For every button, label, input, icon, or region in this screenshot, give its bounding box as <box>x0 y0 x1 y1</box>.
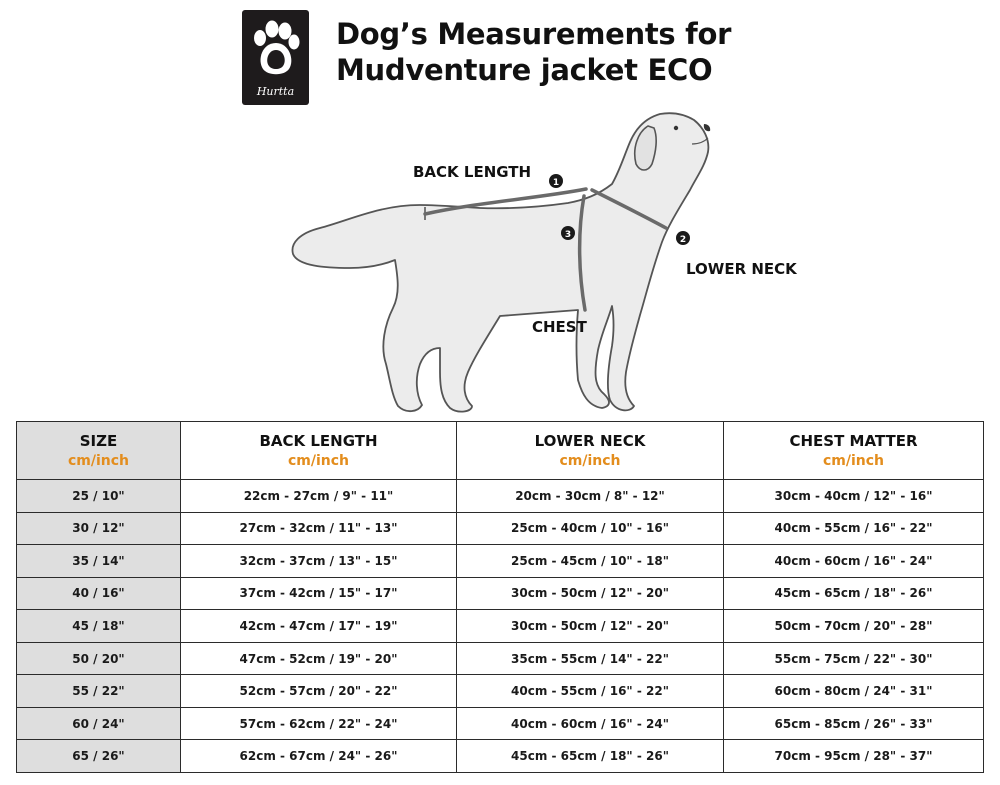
page-title-line-1: Dog’s Measurements for <box>336 17 732 51</box>
back-length-label: BACK LENGTH <box>413 163 532 181</box>
back-length-cell: 52cm - 57cm / 20" - 22" <box>181 675 457 708</box>
back-length-cell: 47cm - 52cm / 19" - 20" <box>181 642 457 675</box>
lower-neck-cell: 40cm - 55cm / 16" - 22" <box>457 675 724 708</box>
back-length-cell: 27cm - 32cm / 11" - 13" <box>181 512 457 545</box>
header-chest-matter <box>724 422 984 480</box>
marker-2-label: 2 <box>679 235 687 245</box>
back-length-cell: 37cm - 42cm / 15" - 17" <box>181 577 457 610</box>
size-cell: 30 / 12" <box>17 512 181 545</box>
marker-1-label: 1 <box>552 178 560 188</box>
chest-matter-cell: 40cm - 55cm / 16" - 22" <box>724 512 984 545</box>
size-cell: 45 / 18" <box>17 610 181 643</box>
brand-logo <box>242 10 309 105</box>
size-cell: 50 / 20" <box>17 642 181 675</box>
table-row <box>17 740 984 773</box>
lower-neck-cell: 25cm - 40cm / 10" - 16" <box>457 512 724 545</box>
chest-label: CHEST <box>532 318 587 336</box>
chest-matter-cell: 55cm - 75cm / 22" - 30" <box>724 642 984 675</box>
dog-eye <box>674 126 678 130</box>
table-row <box>17 545 984 578</box>
chest-matter-cell: 60cm - 80cm / 24" - 31" <box>724 675 984 708</box>
lower-neck-cell: 40cm - 60cm / 16" - 24" <box>457 707 724 740</box>
dog-measurement-diagram <box>280 110 740 416</box>
size-cell: 25 / 10" <box>17 480 181 513</box>
size-cell: 60 / 24" <box>17 707 181 740</box>
header-unit: cm/inch <box>822 453 885 469</box>
table-row <box>17 512 984 545</box>
size-cell: 55 / 22" <box>17 675 181 708</box>
lower-neck-label: LOWER NECK <box>686 260 797 278</box>
chest-matter-cell: 30cm - 40cm / 12" - 16" <box>724 480 984 513</box>
chest-matter-cell: 45cm - 65cm / 18" - 26" <box>724 577 984 610</box>
header-unit: cm/inch <box>287 453 350 469</box>
marker-3-label: 3 <box>564 230 572 240</box>
size-cell: 40 / 16" <box>17 577 181 610</box>
table-row <box>17 480 984 513</box>
back-length-cell: 22cm - 27cm / 9" - 11" <box>181 480 457 513</box>
dog-nose <box>704 124 710 131</box>
lower-neck-cell: 30cm - 50cm / 12" - 20" <box>457 610 724 643</box>
table-header-row <box>17 422 984 480</box>
back-length-cell: 57cm - 62cm / 22" - 24" <box>181 707 457 740</box>
size-chart-table <box>16 421 984 773</box>
header-back-length <box>181 422 457 480</box>
size-cell: 35 / 14" <box>17 545 181 578</box>
header-lower-neck <box>457 422 724 480</box>
table-row <box>17 577 984 610</box>
header-unit: cm/inch <box>67 453 130 469</box>
back-length-cell: 62cm - 67cm / 24" - 26" <box>181 740 457 773</box>
chest-matter-cell: 65cm - 85cm / 26" - 33" <box>724 707 984 740</box>
brand-logo-text: Hurtta <box>256 85 295 98</box>
chest-matter-cell: 50cm - 70cm / 20" - 28" <box>724 610 984 643</box>
lower-neck-cell: 30cm - 50cm / 12" - 20" <box>457 577 724 610</box>
header-title: SIZE <box>79 432 118 450</box>
table-row <box>17 642 984 675</box>
chest-matter-cell: 70cm - 95cm / 28" - 37" <box>724 740 984 773</box>
header-title: LOWER NECK <box>534 432 646 450</box>
back-length-cell: 32cm - 37cm / 13" - 15" <box>181 545 457 578</box>
header-unit: cm/inch <box>559 453 621 469</box>
lower-neck-cell: 35cm - 55cm / 14" - 22" <box>457 642 724 675</box>
back-length-cell: 42cm - 47cm / 17" - 19" <box>181 610 457 643</box>
page-title-line-2: Mudventure jacket ECO <box>336 53 713 87</box>
size-cell: 65 / 26" <box>17 740 181 773</box>
lower-neck-cell: 20cm - 30cm / 8" - 12" <box>457 480 724 513</box>
header-size <box>17 422 181 480</box>
table-row <box>17 707 984 740</box>
lower-neck-cell: 25cm - 45cm / 10" - 18" <box>457 545 724 578</box>
table-row <box>17 610 984 643</box>
header-title: BACK LENGTH <box>259 432 378 450</box>
header-title: CHEST MATTER <box>789 432 918 450</box>
lower-neck-cell: 45cm - 65cm / 18" - 26" <box>457 740 724 773</box>
chest-matter-cell: 40cm - 60cm / 16" - 24" <box>724 545 984 578</box>
table-row <box>17 675 984 708</box>
